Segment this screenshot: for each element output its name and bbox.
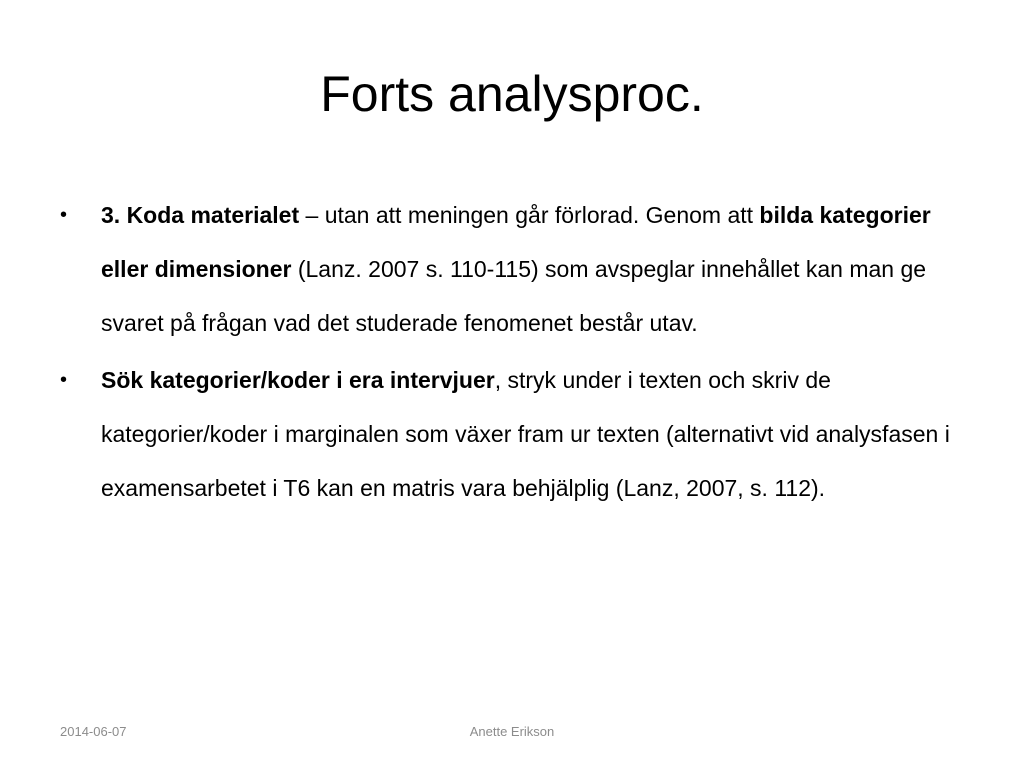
bullet-marker: • [60,204,68,226]
footer-author: Anette Erikson [469,724,555,739]
footer-date: 2014-06-07 [60,724,127,739]
bullet-item [58,188,970,350]
bullet-text-bold: 3. Koda materialet [101,202,300,228]
bullet-text: (Lanz. 2007 s. 110-115) som avspeglar innehållet kan man ge svaret på frågan vad det studerade fenomenet består utav. [101,256,927,336]
bullet-item [58,353,970,515]
bullet-text-bold: Sök kategorier/koder i era intervjuer [101,367,495,393]
bullet-text-bold: bilda kategorier eller dimensioner [101,202,931,282]
bullet-list [58,188,970,518]
bullet-text: – utan att meningen går förlorad. Genom att [299,202,760,228]
bullet-text: , stryk under i texten och skriv de kategorier/koder i marginalen som växer fram ur texten (alternativt vid analysfasen i examensarbetet i T6 kan en matris vara behjälplig (Lanz, 2007, s. 112). [101,367,950,501]
slide-title: Forts analysproc. [320,66,704,122]
bullet-marker: • [60,369,68,391]
